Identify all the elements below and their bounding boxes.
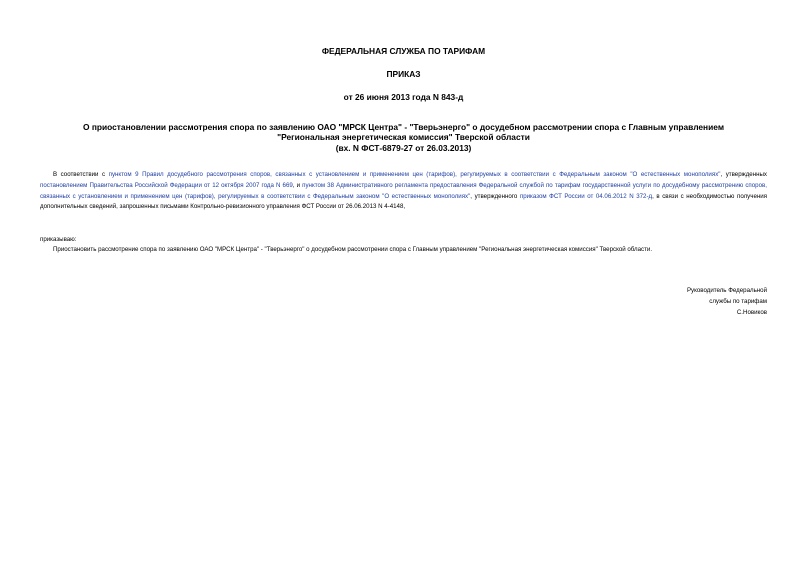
title-line-3: (вх. N ФСТ-6879-27 от 26.03.2013) <box>335 142 472 153</box>
document-title <box>40 122 767 153</box>
signature-name: С.Новиков <box>736 309 767 316</box>
link-dispute-rules[interactable]: Правил досудебного рассмотрения споров, связанных с установлением и применением цен (тарифов), регулируемых в соответствии с Федеральным законом "О естественных монополиях" <box>142 171 721 178</box>
link-fst-order[interactable]: приказом ФСТ России от 04.06.2012 N 372-д <box>519 192 653 200</box>
link-point-9[interactable]: пунктом 9 <box>108 171 139 178</box>
signature-block <box>687 285 767 318</box>
preamble-text-6: , утвержденного <box>470 192 520 200</box>
signature-line-2: службы по тарифам <box>709 298 767 305</box>
document-date: от 26 июня 2013 года N 843-д <box>343 92 464 102</box>
decision-text: Приостановить рассмотрение спора по заявлению ОАО "МРСК Центра" - "Тверьэнерго" о досудебном рассмотрении спора с Главным управлением "Региональная энергетическая комиссия" Тверской области. <box>53 246 653 253</box>
preamble-text-4: , и <box>292 181 303 189</box>
preamble-text-1: В соответствии с <box>53 171 109 178</box>
link-admin-regulation[interactable]: Административного регламента предоставления Федеральной службой по тарифам государственной услуги по досудебному рассмотрению споров, связанных с установлением и применением цен (тарифов), регулируемых в соответствии с Федеральным законом "О естественных монополиях" <box>40 181 767 200</box>
orders-label: приказываю: <box>40 236 77 243</box>
document-type: ПРИКАЗ <box>386 69 421 79</box>
preamble-text-3: , утвержденных <box>720 171 767 178</box>
link-government-resolution[interactable]: постановлением Правительства Российской Федерации от 12 октября 2007 года N 669 <box>40 181 293 189</box>
title-line-1: О приостановлении рассмотрения спора по заявлению ОАО "МРСК Центра" - "Тверьэнерго" о досудебном рассмотрении спора с Главным управлением <box>82 122 725 132</box>
preamble-paragraph <box>40 170 767 213</box>
preamble-text-7: , в связи с необходимостью получения дополнительных сведений, запрошенных письмами Контрольно-ревизионного управления ФСТ России от 26.06.2013 N 4-4148, <box>40 192 768 211</box>
signature-line-1: Руководитель Федеральной <box>686 287 767 294</box>
agency-name: ФЕДЕРАЛЬНАЯ СЛУЖБА ПО ТАРИФАМ <box>321 46 486 56</box>
link-point-38[interactable]: пунктом 38 <box>302 181 335 189</box>
title-line-2: "Региональная энергетическая комиссия" Тверской области <box>277 132 530 143</box>
